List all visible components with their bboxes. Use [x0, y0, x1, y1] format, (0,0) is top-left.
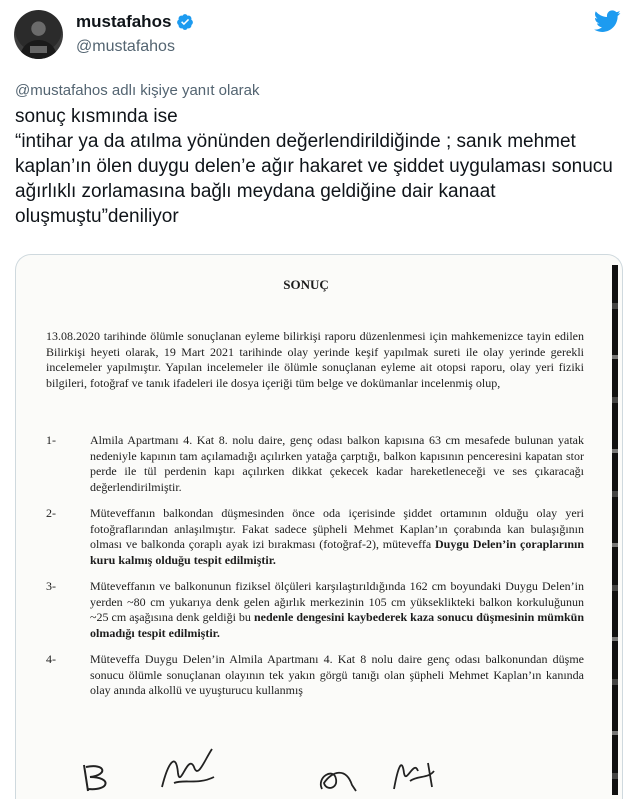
item-text: Müteveffanın ve balkonunun fiziksel ölçüleri karşılaştırıldığında 162 cm boyundaki Duygu Delen’in yerden ~80 cm yukarıya denk gelen ağırlık merkezinin 105 cm yükseklikteki balkon korkuluğunun ~25 cm aşağısına denk geldiği bu	[90, 579, 584, 624]
document-item	[46, 433, 584, 495]
document-item	[46, 579, 584, 641]
verified-badge-icon	[176, 13, 194, 31]
document-page	[26, 261, 602, 799]
item-text: Müteveffanın balkondan düşmesinden önce oda içerisinde şiddet ortamının olduğu olay yeri fotoğraflarından anlaşılmıştır. Fakat sadece şüpheli Mehmet Kaplan’ın çorabında kan bulaşığının olması ve balkonda çoraplı ayak izi bırakması (fotoğraf-2), müteveffa	[90, 506, 584, 551]
document-intro: 13.08.2020 tarihinde ölümle sonuçlanan eyleme bilirkişi raporu düzenlenmesi için mahkemenizce tayin edilen Bilirkişi heyeti olarak, 19 Mart 2021 tarihinde olay yerinde keşif yapılmak sureti ile olay yerinde gerekli incelemeler yapılmıştır. Yapılan incelemeler ile ölümle sonuçlanan eyleme ait otopsi raporu, olay yeri fiziki bilgileri, fotoğraf ve tanık ifadeleri ile dosya içeriği tüm belge ve dokümanlar incelenmiş olup,	[46, 329, 584, 390]
avatar-shirt-print	[30, 46, 47, 53]
item-number: 1-	[46, 433, 56, 447]
signature-2	[154, 743, 224, 795]
item-text: Müteveffa Duygu Delen’in Almila Apartmanı 4. Kat 8 nolu daire genç odası balkonundan düşme sonucu ölümle sonuçlanan olayının tek yakın görgü tanığı olan şüpheli Mehmet Kaplan’ın kanında olay anında alkollü ve uyuşturucu kullanmış	[90, 652, 584, 697]
twitter-bird-icon[interactable]	[594, 10, 621, 33]
item-bold-text: Duygu Delen’in çoraplarının kuru kalmış olduğu tespit edilmiştir.	[90, 537, 584, 567]
document-findings	[46, 433, 584, 710]
document-item	[46, 652, 584, 699]
signature-3	[312, 761, 362, 795]
item-number: 3-	[46, 579, 56, 593]
scan-edge	[612, 265, 618, 795]
signature-4	[384, 751, 444, 795]
item-number: 4-	[46, 652, 56, 666]
item-number: 2-	[46, 506, 56, 520]
name-row	[76, 12, 194, 32]
display-name[interactable]: mustafahos	[76, 12, 172, 31]
item-bold-text: nedenle dengesini kaybederek kaza sonucu düşmesinin mümkün olmadığı tespit edilmiştir.	[90, 610, 585, 640]
item-text: Almila Apartmanı 4. Kat 8. nolu daire, genç odası balkon kapısına 63 cm mesafede bulunan yatak nedeniyle kapının tam açılamadığı açılırken yatağa çarptığı, balkon kapısının penceresini kapatan stor perde ile tül perdenin kapı açılırken dikkat çekecek kadar hareketleneceği ve ses çıkaracağı değerlendirilmiştir.	[90, 433, 584, 494]
tweet-text: sonuç kısmında ise “intihar ya da atılma yönünden değerlendirildiğinde ; sanık mehmet kaplan’ın ölen duygu delen’e ağır hakaret ve şiddet uygulaması sonucu ağırlıklı zorlamasına bağlı meydana geldiğine dair kanaat oluşmuştu”deniliyor	[15, 106, 613, 227]
avatar[interactable]	[14, 10, 63, 59]
document-title: SONUÇ	[283, 277, 329, 292]
attached-document-image[interactable]	[15, 254, 623, 799]
tweet-header	[14, 8, 621, 64]
handle[interactable]: @mustafahos	[76, 38, 175, 55]
document-item	[46, 506, 584, 568]
reply-context[interactable]: @mustafahos adlı kişiye yanıt olarak	[15, 82, 260, 99]
signature-1	[78, 761, 128, 795]
